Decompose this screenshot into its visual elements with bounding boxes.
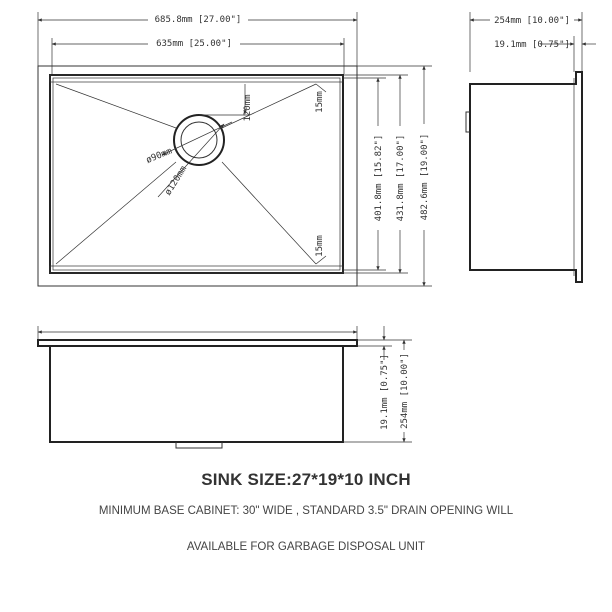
side-flange-label: 19.1mm [0.75"] xyxy=(494,40,570,50)
sink-size-title: SINK SIZE:27*19*10 INCH xyxy=(201,470,411,489)
sink-flange-outline xyxy=(38,66,357,286)
overall-width-label: 685.8mm [27.00"] xyxy=(154,15,242,25)
front-bowl-outline xyxy=(50,346,343,442)
side-height-label: 254mm [10.00"] xyxy=(494,16,570,26)
front-view xyxy=(38,326,412,448)
sink-bowl-outline xyxy=(50,75,343,273)
drain-flange-label: ø120mm xyxy=(163,164,190,198)
bowl-depth-label: 431.8mm [17.00"] xyxy=(396,134,406,222)
side-view xyxy=(466,12,596,282)
fold-line-bottom-left xyxy=(56,162,176,264)
drain-diameter-label: ø90mm xyxy=(144,146,174,166)
inner-width-label: 635mm [25.00"] xyxy=(156,39,232,49)
front-flange-label: 19.1mm [0.75"] xyxy=(380,354,390,430)
top-view xyxy=(38,12,432,286)
overall-depth-label: 482.6mm [19.00"] xyxy=(420,133,430,221)
front-height-label: 254mm [10.00"] xyxy=(400,353,410,429)
drain-offset-label: 120mm xyxy=(243,94,253,122)
drain-opening-circle xyxy=(181,122,217,158)
fold-line-top-left xyxy=(56,84,176,128)
inner-depth-label: 401.8mm [15.82"] xyxy=(374,134,384,222)
cabinet-note-line-2: AVAILABLE FOR GARBAGE DISPOSAL UNIT xyxy=(186,541,426,553)
fold-line-bottom-right xyxy=(222,162,316,264)
cabinet-note-line-1: MINIMUM BASE CABINET: 30" WIDE , STANDARD 3.5" DRAIN OPENING WILL xyxy=(98,505,514,517)
fold-line-top-right xyxy=(222,84,316,128)
radius-upper-label: 15mm xyxy=(315,91,325,113)
side-profile-outline xyxy=(470,72,582,282)
front-flange-outline xyxy=(38,340,357,346)
radius-lower-label: 15mm xyxy=(315,235,325,257)
